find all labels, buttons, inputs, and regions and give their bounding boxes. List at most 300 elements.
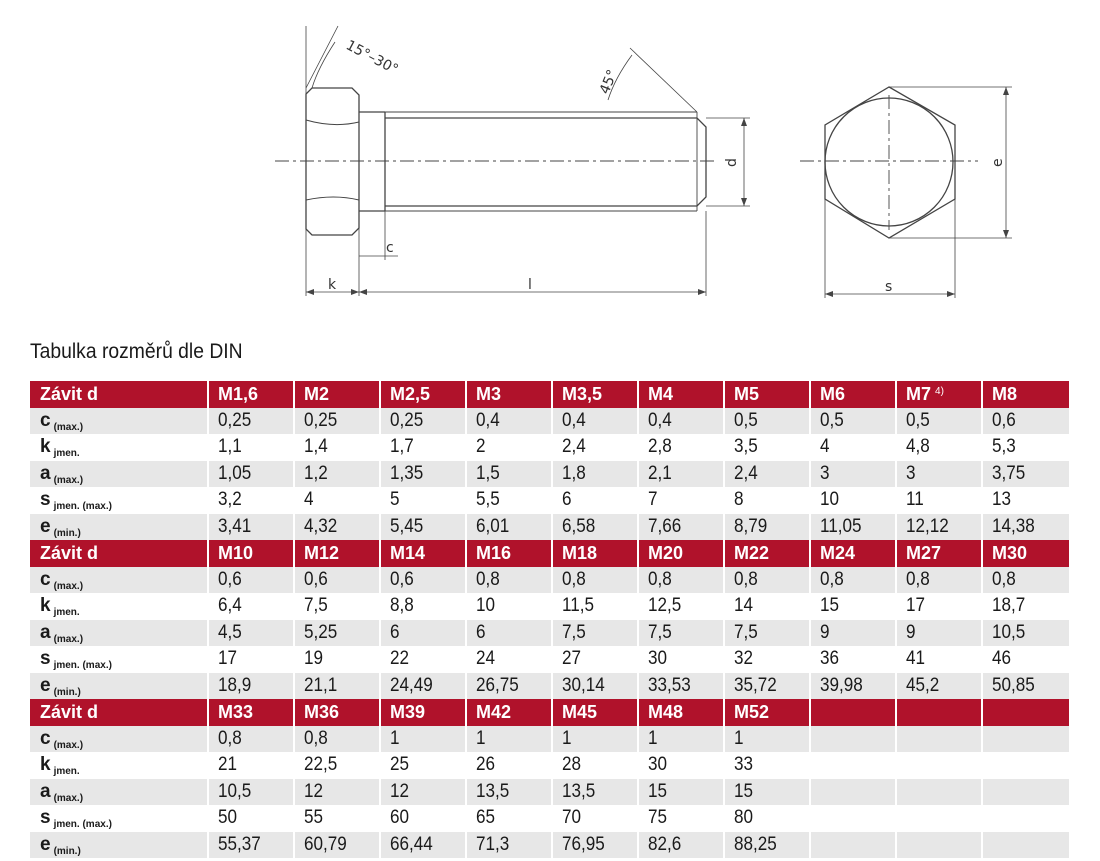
dimension-value: 28 [562, 754, 582, 776]
label-l: l [528, 277, 532, 293]
dimension-value: 50 [218, 807, 238, 829]
dimension-cell [724, 673, 810, 700]
dimension-cell [724, 620, 810, 647]
label-chamfer: 15°–30° [343, 37, 401, 79]
dimension-value: 0,4 [562, 409, 586, 431]
dimension-cell [380, 487, 466, 514]
dimension-cell [724, 487, 810, 514]
thread-size-cell [552, 381, 638, 408]
dimension-cell [638, 779, 724, 806]
thread-header-row [30, 699, 1069, 726]
dimension-value: 14 [734, 595, 754, 617]
dimension-cell [982, 461, 1069, 488]
label-d: d [724, 158, 740, 167]
thread-size-cell [896, 699, 982, 726]
dimension-value: 3 [906, 462, 916, 484]
dimension-cell [638, 514, 724, 541]
dimension-row [30, 620, 1069, 647]
thread-size-cell [810, 540, 896, 567]
dimension-value: 10 [476, 595, 496, 617]
dimension-cell [208, 620, 294, 647]
dimension-cell [380, 726, 466, 753]
label-e: e [990, 158, 1006, 167]
thread-size: M52 [734, 701, 770, 722]
dimension-row [30, 673, 1069, 700]
dimension-cell [380, 620, 466, 647]
dimension-cell [466, 408, 552, 435]
dimension-cell [380, 408, 466, 435]
thread-size: M2 [304, 383, 330, 404]
dimension-value: 66,44 [390, 833, 433, 855]
row-label [30, 487, 208, 514]
dimension-value: 1 [562, 727, 572, 749]
dimension-value: 22 [390, 648, 410, 670]
dimension-value: 32 [734, 648, 754, 670]
dimension-cell [638, 461, 724, 488]
dimension-cell [208, 646, 294, 673]
row-symbol: k [40, 754, 51, 776]
dimension-value: 7,5 [648, 621, 672, 643]
dimension-cell [810, 779, 896, 806]
hex-outline [825, 87, 955, 238]
dimension-cell [380, 752, 466, 779]
thread-size: M6 [820, 383, 846, 404]
dimension-value: 46 [992, 648, 1012, 670]
thread-size-cell [294, 540, 380, 567]
dimension-value: 0,8 [734, 568, 758, 590]
thread-header-label: Závit d [30, 540, 208, 567]
row-label [30, 805, 208, 832]
thread-size: M27 [906, 542, 942, 563]
thread-size: M22 [734, 542, 770, 563]
dimension-cell [724, 461, 810, 488]
row-label [30, 832, 208, 859]
thread-size-cell [638, 540, 724, 567]
thread-size-cell [982, 699, 1069, 726]
dimension-value: 0,6 [304, 568, 328, 590]
thread-size: M5 [734, 383, 760, 404]
dimension-row [30, 593, 1069, 620]
thread-size: M36 [304, 701, 340, 722]
dimension-cell [896, 673, 982, 700]
dimension-value: 0,6 [992, 409, 1016, 431]
dimension-cell [208, 593, 294, 620]
dimension-value: 0,25 [390, 409, 424, 431]
dimension-cell [208, 487, 294, 514]
dimension-cell [380, 593, 466, 620]
dimension-cell [552, 408, 638, 435]
row-label [30, 646, 208, 673]
dimension-cell [466, 646, 552, 673]
dimension-cell [982, 487, 1069, 514]
dimension-value: 10,5 [992, 621, 1026, 643]
thread-header-row [30, 540, 1069, 567]
thread-size: M4 [648, 383, 674, 404]
thread-size: M48 [648, 701, 684, 722]
dimension-value: 21,1 [304, 674, 338, 696]
thread-size-cell [552, 699, 638, 726]
dimension-cell [208, 461, 294, 488]
row-qualifier: jmen. (max.) [53, 660, 112, 672]
dimension-value: 0,5 [906, 409, 930, 431]
dimension-cell [552, 832, 638, 859]
dimension-value: 8 [734, 489, 744, 511]
dimension-cell [982, 593, 1069, 620]
dimension-value: 15 [820, 595, 840, 617]
dimension-cell [466, 593, 552, 620]
dimension-value: 8,79 [734, 515, 768, 537]
thread-size-cell [552, 540, 638, 567]
dimension-cell [982, 805, 1069, 832]
dimension-cell [982, 752, 1069, 779]
dimension-value: 1,5 [476, 462, 500, 484]
dimension-value: 3,2 [218, 489, 242, 511]
dimension-value: 15 [734, 780, 754, 802]
dimension-value: 65 [476, 807, 496, 829]
dimension-value: 2,1 [648, 462, 672, 484]
dimension-cell [466, 673, 552, 700]
dimension-value: 39,98 [820, 674, 863, 696]
dimension-value: 21 [218, 754, 238, 776]
row-label [30, 408, 208, 435]
row-symbol: k [40, 436, 51, 458]
thread-size-cell [896, 540, 982, 567]
dimension-cell [466, 779, 552, 806]
dimension-cell [896, 461, 982, 488]
thread-size: M12 [304, 542, 340, 563]
thread-size-cell [466, 699, 552, 726]
dimension-value: 17 [218, 648, 238, 670]
dimension-cell [810, 832, 896, 859]
dimension-cell [466, 752, 552, 779]
dimension-cell [810, 620, 896, 647]
thread-size: M39 [390, 701, 426, 722]
row-symbol: c [40, 409, 51, 431]
row-symbol: s [40, 489, 51, 511]
dimension-cell [552, 593, 638, 620]
dimension-value: 6 [390, 621, 400, 643]
dimension-value: 4,5 [218, 621, 242, 643]
dimension-row [30, 779, 1069, 806]
thread-size: M20 [648, 542, 684, 563]
dimension-value: 1 [734, 727, 744, 749]
dimension-cell [810, 646, 896, 673]
dimension-cell [982, 434, 1069, 461]
dimension-cell [896, 620, 982, 647]
dimension-value: 0,8 [304, 727, 328, 749]
label-s: s [885, 279, 893, 295]
row-label [30, 567, 208, 594]
dimension-value: 24,49 [390, 674, 433, 696]
row-label [30, 673, 208, 700]
dimension-value: 0,25 [304, 409, 338, 431]
thread-size: M1,6 [218, 383, 259, 404]
dimension-cell [552, 673, 638, 700]
row-symbol: s [40, 648, 51, 670]
dimension-value: 1,8 [562, 462, 586, 484]
dimension-row [30, 832, 1069, 859]
dimension-value: 4,32 [304, 515, 338, 537]
dimension-value: 1,4 [304, 436, 328, 458]
thread-size-cell [208, 540, 294, 567]
thread-size-cell [982, 540, 1069, 567]
dimension-value: 3,75 [992, 462, 1026, 484]
row-qualifier: (max.) [53, 792, 84, 804]
row-symbol: e [40, 674, 51, 696]
dimension-value: 5,45 [390, 515, 424, 537]
thread-size-cell [380, 699, 466, 726]
dimension-cell [724, 832, 810, 859]
dimension-cell [208, 673, 294, 700]
row-qualifier: (min.) [53, 845, 81, 857]
dimension-cell [466, 620, 552, 647]
row-qualifier: jmen. [53, 607, 80, 619]
dimension-cell [294, 567, 380, 594]
dimension-cell [208, 752, 294, 779]
thread-size: M42 [476, 701, 512, 722]
dimension-value: 15 [648, 780, 668, 802]
dimension-cell [724, 726, 810, 753]
dimension-cell [638, 434, 724, 461]
dimension-cell [552, 434, 638, 461]
dimension-cell [294, 673, 380, 700]
dimension-value: 11,5 [562, 595, 595, 617]
dimension-cell [466, 487, 552, 514]
dimension-value: 14,38 [992, 515, 1035, 537]
dimension-cell [724, 805, 810, 832]
dimension-cell [810, 567, 896, 594]
dimension-value: 2,8 [648, 436, 672, 458]
dimension-value: 7,5 [734, 621, 758, 643]
row-label [30, 752, 208, 779]
dimension-value: 24 [476, 648, 496, 670]
dimension-value: 55 [304, 807, 324, 829]
dimension-row [30, 434, 1069, 461]
dimension-value: 10 [820, 489, 840, 511]
dimension-cell [810, 805, 896, 832]
row-label [30, 434, 208, 461]
dimension-value: 76,95 [562, 833, 605, 855]
dimension-cell [896, 832, 982, 859]
dimension-value: 0,6 [218, 568, 242, 590]
row-symbol: k [40, 595, 51, 617]
dimension-value: 17 [906, 595, 926, 617]
thread-size: M45 [562, 701, 598, 722]
dimension-cell [294, 487, 380, 514]
dimension-value: 5,3 [992, 436, 1016, 458]
row-qualifier: (max.) [53, 474, 84, 486]
dimension-value: 27 [562, 648, 582, 670]
dimension-cell [380, 805, 466, 832]
dimension-value: 3 [820, 462, 830, 484]
dimension-cell [294, 779, 380, 806]
row-label [30, 779, 208, 806]
dimension-cell [552, 487, 638, 514]
dimension-cell [208, 832, 294, 859]
dimension-value: 1 [648, 727, 658, 749]
dimension-cell [982, 567, 1069, 594]
thread-size-cell [638, 699, 724, 726]
row-qualifier: (max.) [53, 580, 84, 592]
dimension-value: 4 [820, 436, 830, 458]
dimension-cell [294, 805, 380, 832]
dimension-value: 55,37 [218, 833, 261, 855]
row-label [30, 514, 208, 541]
dimension-value: 13,5 [476, 780, 510, 802]
dimension-value: 11 [906, 489, 924, 511]
dimension-value: 8,8 [390, 595, 414, 617]
dimension-cell [552, 779, 638, 806]
dimension-value: 3,5 [734, 436, 758, 458]
dimension-cell [638, 487, 724, 514]
dimension-value: 7,66 [648, 515, 682, 537]
dimension-value: 19 [304, 648, 324, 670]
thread-size-cell [724, 540, 810, 567]
dimension-cell [638, 567, 724, 594]
thread-size-cell [466, 381, 552, 408]
dimension-value: 13 [992, 489, 1012, 511]
dimension-value: 45,2 [906, 674, 940, 696]
dimension-cell [294, 646, 380, 673]
dimension-cell [466, 832, 552, 859]
thread-size: M14 [390, 542, 426, 563]
dimension-value: 1,05 [218, 462, 252, 484]
row-qualifier: (max.) [53, 633, 84, 645]
dimension-cell [982, 646, 1069, 673]
dimension-row [30, 408, 1069, 435]
dimension-cell [294, 461, 380, 488]
dimension-value: 0,4 [476, 409, 500, 431]
dimension-value: 1 [476, 727, 486, 749]
bolt-shank [385, 112, 706, 211]
thread-size-cell [810, 381, 896, 408]
dimension-value: 6,01 [476, 515, 510, 537]
dimension-cell [380, 673, 466, 700]
dimension-cell [896, 779, 982, 806]
thread-size: M16 [476, 542, 512, 563]
dimension-value: 5,5 [476, 489, 500, 511]
row-label [30, 726, 208, 753]
dimension-cell [466, 805, 552, 832]
dimension-cell [552, 620, 638, 647]
dimension-value: 36 [820, 648, 840, 670]
dimension-value: 0,5 [734, 409, 758, 431]
bolt-head [306, 88, 359, 235]
dimension-value: 1,1 [218, 436, 242, 458]
dimension-value: 0,5 [820, 409, 844, 431]
dimension-cell [294, 620, 380, 647]
dimension-value: 2 [476, 436, 486, 458]
row-symbol: a [40, 462, 51, 484]
dimension-cell [982, 779, 1069, 806]
dimension-value: 26 [476, 754, 496, 776]
row-symbol: c [40, 568, 51, 590]
dimension-cell [982, 408, 1069, 435]
dimension-cell [466, 434, 552, 461]
dimension-value: 35,72 [734, 674, 777, 696]
dimension-table [30, 381, 1069, 858]
row-qualifier: jmen. [53, 448, 80, 460]
row-qualifier: jmen. [53, 766, 80, 778]
thread-size-cell [294, 381, 380, 408]
thread-size-cell [380, 381, 466, 408]
dimension-value: 7 [648, 489, 658, 511]
dimension-cell [380, 779, 466, 806]
dimension-cell [294, 514, 380, 541]
dimension-value: 18,7 [992, 595, 1026, 617]
dimension-value: 33 [734, 754, 754, 776]
dimension-cell [638, 752, 724, 779]
dimension-value: 0,25 [218, 409, 252, 431]
dimension-cell [638, 408, 724, 435]
thread-size: M24 [820, 542, 856, 563]
thread-size: M3 [476, 383, 502, 404]
dimension-cell [552, 514, 638, 541]
dimension-row [30, 752, 1069, 779]
thread-size-cell [208, 699, 294, 726]
thread-size: M10 [218, 542, 254, 563]
dimension-cell [724, 752, 810, 779]
dimension-value: 4,8 [906, 436, 930, 458]
dimension-cell [552, 726, 638, 753]
dimension-value: 0,8 [820, 568, 844, 590]
dimension-value: 2,4 [562, 436, 586, 458]
dimension-cell [380, 832, 466, 859]
dimension-cell [294, 408, 380, 435]
dimension-value: 1,7 [390, 436, 414, 458]
dimension-cell [896, 408, 982, 435]
dimension-cell [724, 408, 810, 435]
dimension-value: 0,4 [648, 409, 672, 431]
dimension-value: 1,35 [390, 462, 424, 484]
dimension-value: 6,4 [218, 595, 242, 617]
dimension-cell [724, 646, 810, 673]
thread-size: M2,5 [390, 383, 431, 404]
dimension-value: 30,14 [562, 674, 605, 696]
dimension-value: 0,8 [218, 727, 242, 749]
dimension-cell [208, 726, 294, 753]
dimension-cell [552, 567, 638, 594]
dimension-cell [380, 514, 466, 541]
dimension-cell [896, 726, 982, 753]
dimension-value: 2,4 [734, 462, 758, 484]
row-label [30, 593, 208, 620]
row-label [30, 620, 208, 647]
dimension-value: 18,9 [218, 674, 252, 696]
row-symbol: a [40, 621, 51, 643]
thread-size-cell [896, 381, 982, 408]
row-symbol: c [40, 727, 51, 749]
dimension-cell [380, 461, 466, 488]
dimension-value: 5,25 [304, 621, 338, 643]
thread-size-cell [724, 699, 810, 726]
dimension-cell [982, 514, 1069, 541]
dimension-value: 11,05 [820, 515, 862, 537]
dimension-value: 9 [906, 621, 916, 643]
dimension-cell [208, 805, 294, 832]
dimension-cell [982, 673, 1069, 700]
dimension-cell [810, 487, 896, 514]
dimension-cell [982, 726, 1069, 753]
dimension-value: 4 [304, 489, 314, 511]
thread-header-label: Závit d [30, 699, 208, 726]
dimension-cell [380, 646, 466, 673]
dimension-value: 6 [562, 489, 572, 511]
dimension-value: 12 [390, 780, 410, 802]
thread-size-cell [982, 381, 1069, 408]
dimension-value: 0,6 [390, 568, 414, 590]
row-qualifier: (min.) [53, 686, 81, 698]
